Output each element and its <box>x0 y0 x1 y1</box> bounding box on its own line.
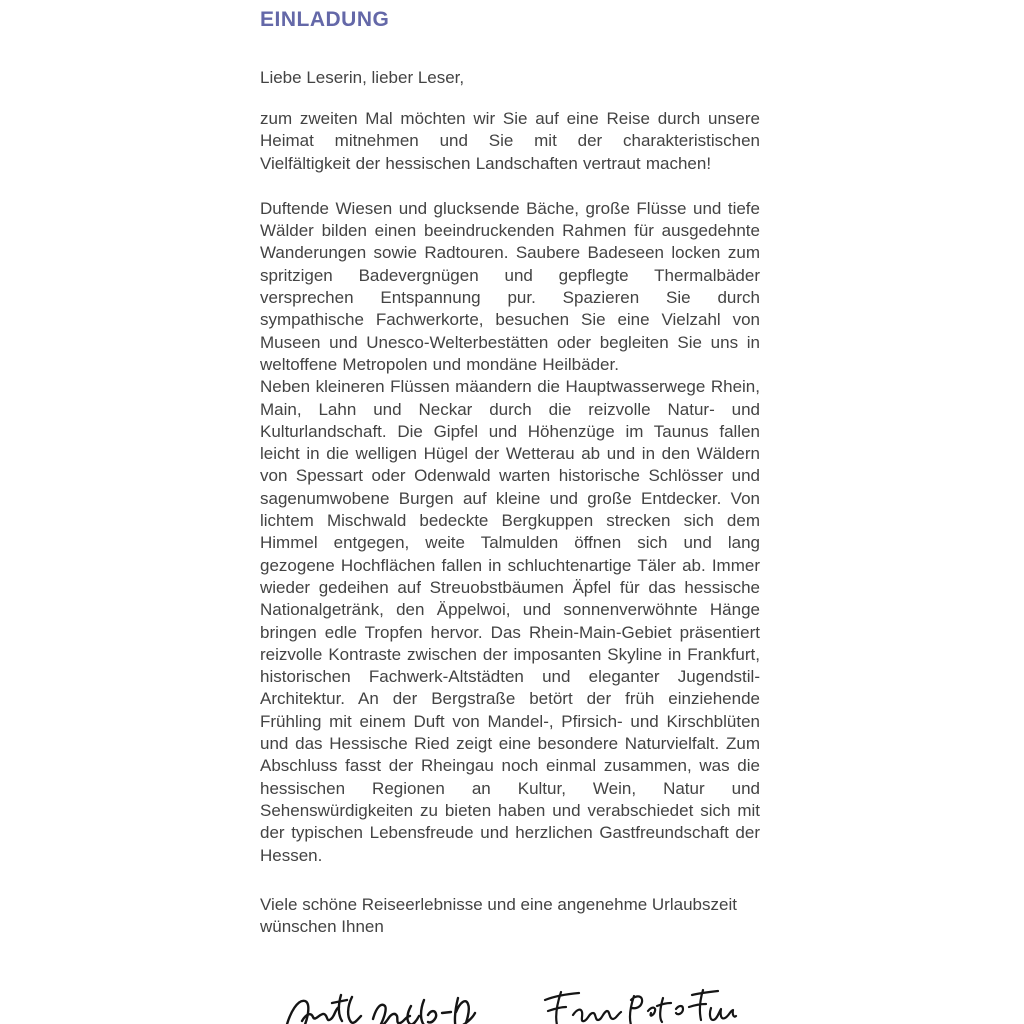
page-title: EINLADUNG <box>260 8 390 31</box>
paragraph-intro: zum zweiten Mal möchten wir Sie auf eine Reise durch unsere Heimat mitnehmen und Sie mit der charakteristischen Vielfältigkeit der hessischen Landschaften vertraut machen! <box>260 109 760 173</box>
paragraph-landscape: Duftende Wiesen und glucksende Bäche, große Flüsse und tiefe Wälder bilden einen beeindruckenden Rahmen für ausgedehnte Wanderungen sowie Radtouren. Saubere Badeseen locken zum spritzigen Badevergnügen und gepflegte Thermalbäder versprechen Entspannung pur. Spazieren Sie durch sympathische Fachwerkorte, besuchen Sie eine Vielzahl von Museen und Unesco-Welterbestätten oder begleiten Sie uns in weltoffene Metropolen und mondäne Heilbäder. <box>260 198 760 374</box>
closing-wishes: Viele schöne Reiseerlebnisse und eine angenehme Urlaubszeit wünschen Ihnen <box>260 894 737 937</box>
salutation: Liebe Leserin, lieber Leser, <box>260 68 465 87</box>
letter-content <box>260 8 760 1024</box>
handwritten-signature-right-image <box>536 980 738 1024</box>
paragraph-regions: Neben kleineren Flüssen mäandern die Hauptwasserwege Rhein, Main, Lahn und Neckar durch die reizvolle Natur- und Kulturlandschaft. Die Gipfel und Höhenzüge im Taunus fallen leicht in die welligen Hügel der Wetterau ab und in den Wäldern von Spessart oder Odenwald warten historische Schlösser und sagenumwobene Burgen auf kleine und große Entdecker. Von lichtem Mischwald bedeckte Bergkuppen strecken sich dem Himmel entgegen, weite Talmulden öffnen sich und lang gezogene Hochflächen fallen in schluchtenartige Täler ab. Immer wieder gedeihen auf Streuobstbäumen Äpfel für das hessische Nationalgetränk, den Äppelwoi, und sonnenverwöhnte Hänge bringen edle Tropfen hervor. Das Rhein-Main-Gebiet präsentiert reizvolle Kontraste zwischen der imposanten Skyline in Frankfurt, historischen Fachwerk-Altstädten und eleganter Jugendstil-Architektur. An der Bergstraße betört der früh einziehende Frühling mit einem Duft von Mandel-, Pfirsich- und Kirschblüten und das Hessische Ried zeigt eine besondere Naturvielfalt. Zum Abschluss fasst der Rheingau noch einmal zusammen, was die hessischen Regionen an Kultur, Wein, Natur und Sehenswürdigkeiten zu bieten haben und verabschiedet sich mit der typischen Lebensfreude und herzlichen Gastfreundschaft der Hessen. <box>260 377 760 865</box>
handwritten-signature-left-image <box>276 972 478 1024</box>
signature-row <box>260 972 760 1024</box>
